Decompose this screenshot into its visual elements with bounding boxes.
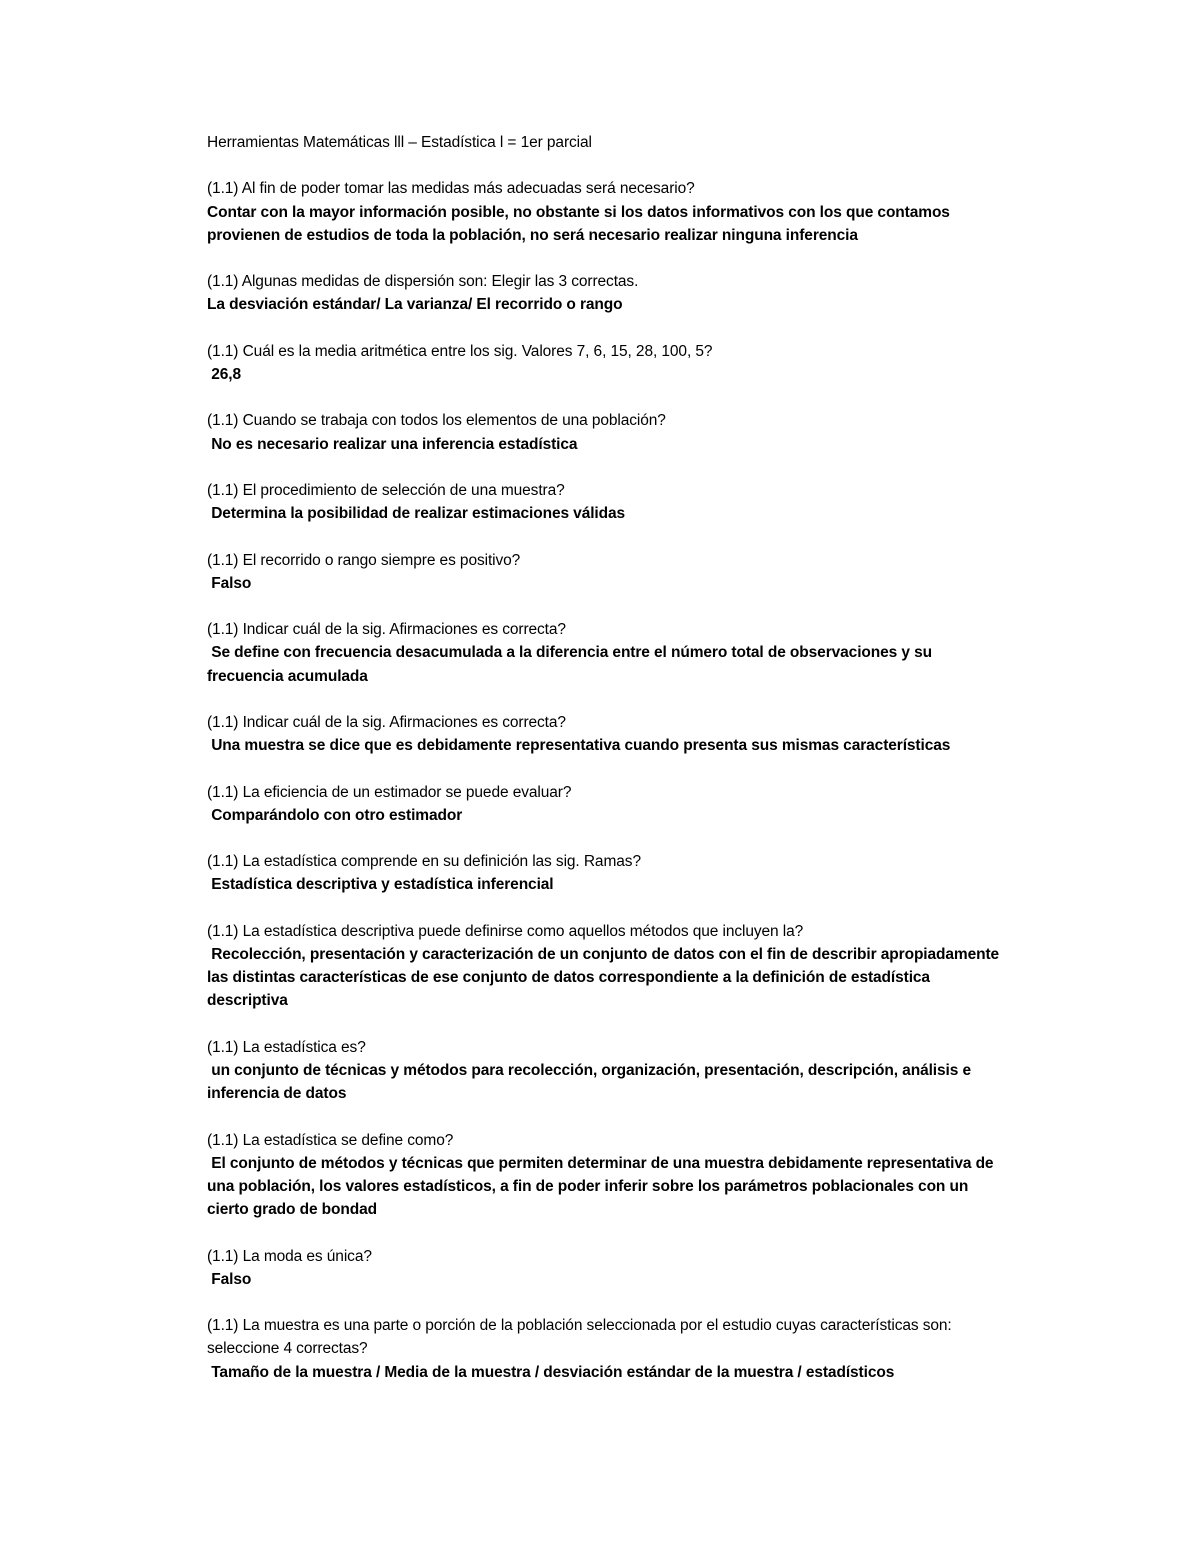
question-block: [207, 781, 1007, 827]
question-block: [207, 1036, 1007, 1106]
question-block: [207, 850, 1007, 896]
question-text: (1.1) Al fin de poder tomar las medidas más adecuadas será necesario?: [207, 180, 695, 198]
answer-text: Se define con frecuencia desacumulada a la diferencia entre el número total de observaciones y su frecuencia acumulada: [207, 644, 937, 685]
answer-text: Contar con la mayor información posible, no obstante si los datos informativos con los que contamos provienen de estudios de toda la población, no será necesario realizar ninguna inferencia: [207, 203, 955, 244]
question-text: (1.1) La moda es única?: [207, 1247, 372, 1265]
question-text: (1.1) Cuando se trabaja con todos los elementos de una población?: [207, 412, 666, 430]
answer-text: La desviación estándar/ La varianza/ El recorrido o rango: [207, 296, 623, 314]
answer-text: Falso: [207, 574, 252, 592]
question-block: [207, 711, 1007, 757]
answer-text: Recolección, presentación y caracterización de un conjunto de datos con el fin de describir apropiadamente las distintas características de ese conjunto de datos correspondiente a la definición de estadística descriptiva: [207, 945, 1004, 1010]
question-block: [207, 409, 1007, 455]
answer-text: un conjunto de técnicas y métodos para recolección, organización, presentación, descripción, análisis e inferencia de datos: [207, 1061, 976, 1103]
question-text: (1.1) La estadística se define como?: [207, 1131, 454, 1149]
answer-text: 26,8: [207, 365, 241, 383]
question-block: [207, 1245, 1007, 1291]
question-block: [207, 340, 1007, 386]
question-block: [207, 270, 1007, 316]
question-text: (1.1) El recorrido o rango siempre es positivo?: [207, 551, 521, 569]
question-list: [207, 177, 1007, 1383]
answer-text: Comparándolo con otro estimador: [207, 806, 463, 824]
answer-text: No es necesario realizar una inferencia estadística: [207, 435, 578, 453]
question-text: (1.1) La muestra es una parte o porción de la población seleccionada por el estudio cuyas características son: seleccione 4 correctas?: [207, 1317, 952, 1358]
document-page: [207, 131, 1007, 1407]
question-block: [207, 618, 1007, 688]
answer-text: El conjunto de métodos y técnicas que permiten determinar de una muestra debidamente representativa de una población, los valores estadísticos, a fin de poder inferir sobre los parámetros poblacionales con un cierto grado de bondad: [207, 1154, 998, 1219]
answer-text: Una muestra se dice que es debidamente representativa cuando presenta sus mismas características: [207, 737, 951, 755]
answer-text: Falso: [207, 1270, 252, 1288]
question-text: (1.1) La estadística es?: [207, 1038, 366, 1056]
question-text: (1.1) Indicar cuál de la sig. Afirmaciones es correcta?: [207, 713, 566, 731]
question-text: (1.1) Algunas medidas de dispersión son: Elegir las 3 correctas.: [207, 273, 639, 291]
question-block: [207, 549, 1007, 595]
question-text: (1.1) El procedimiento de selección de una muestra?: [207, 481, 565, 499]
question-block: [207, 1129, 1007, 1222]
question-text: (1.1) La estadística comprende en su definición las sig. Ramas?: [207, 853, 641, 871]
question-block: [207, 177, 1007, 247]
answer-text: Determina la posibilidad de realizar estimaciones válidas: [207, 505, 626, 523]
question-block: [207, 920, 1007, 1013]
question-text: (1.1) Indicar cuál de la sig. Afirmaciones es correcta?: [207, 621, 566, 639]
question-block: [207, 479, 1007, 525]
question-text: (1.1) La eficiencia de un estimador se puede evaluar?: [207, 783, 572, 801]
answer-text: Tamaño de la muestra / Media de la muestra / desviación estándar de la muestra / estadísticos: [207, 1363, 895, 1381]
question-text: (1.1) La estadística descriptiva puede definirse como aquellos métodos que incluyen la?: [207, 922, 804, 940]
document-title: Herramientas Matemáticas lll – Estadística l = 1er parcial: [207, 134, 592, 151]
question-block: [207, 1314, 1007, 1384]
answer-text: Estadística descriptiva y estadística inferencial: [207, 876, 554, 894]
question-text: (1.1) Cuál es la media aritmética entre los sig. Valores 7, 6, 15, 28, 100, 5?: [207, 342, 713, 360]
